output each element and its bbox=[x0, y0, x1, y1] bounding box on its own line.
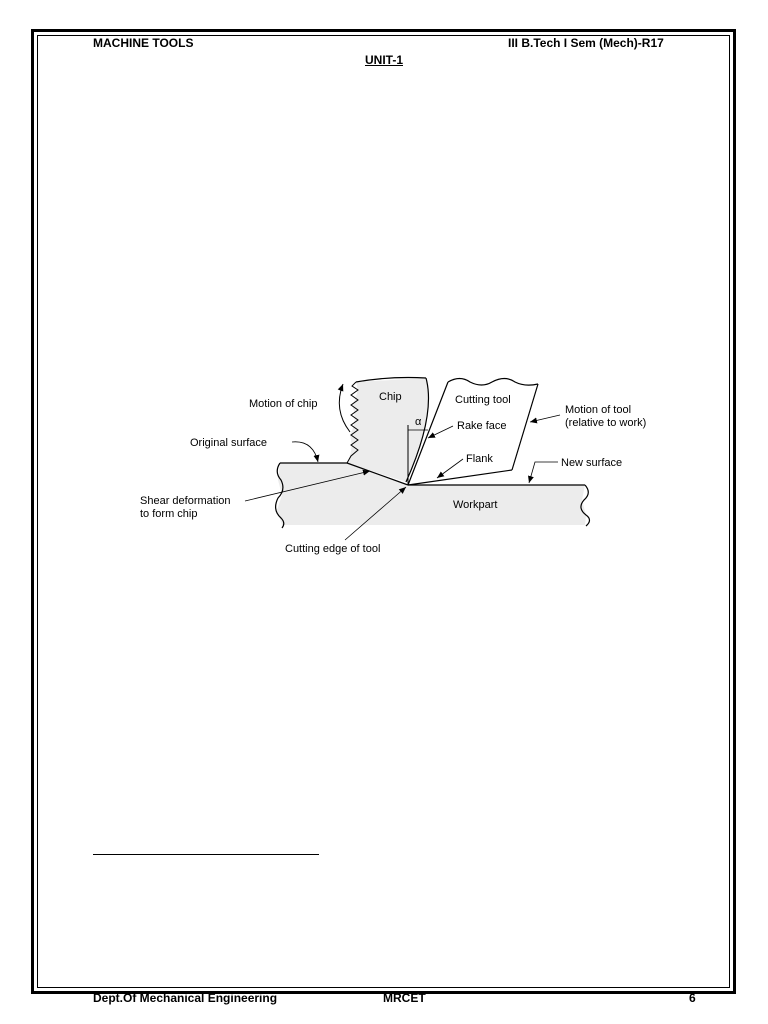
label-flank: Flank bbox=[466, 453, 493, 465]
label-motion-of-chip: Motion of chip bbox=[249, 398, 318, 410]
label-chip: Chip bbox=[379, 391, 402, 403]
label-workpart: Workpart bbox=[453, 499, 498, 511]
rake-angle-alpha: α bbox=[415, 416, 422, 428]
label-cutting-edge: Cutting edge of tool bbox=[285, 543, 381, 555]
orthogonal-cutting-diagram bbox=[130, 370, 647, 565]
leader-original-surface bbox=[292, 442, 318, 462]
tool-back-edge bbox=[512, 384, 538, 470]
tool-flank bbox=[408, 470, 512, 485]
unit-title: UNIT-1 bbox=[364, 53, 403, 67]
leader-motion-of-tool bbox=[530, 415, 560, 422]
leader-rake-face bbox=[428, 426, 453, 438]
footer-institution: MRCET bbox=[383, 991, 426, 1005]
leader-flank bbox=[437, 459, 463, 478]
footer-department: Dept.Of Mechanical Engineering bbox=[93, 991, 278, 1005]
label-motion-of-tool: Motion of tool bbox=[565, 404, 632, 416]
footer-page-number: 6 bbox=[689, 991, 696, 1005]
header-semester: III B.Tech I Sem (Mech)-R17 bbox=[508, 36, 664, 50]
label-cutting-tool: Cutting tool bbox=[455, 394, 511, 406]
label-rake-face: Rake face bbox=[457, 420, 507, 432]
label-motion-of-tool-relative: (relative to work) bbox=[565, 417, 647, 429]
label-new-surface: New surface bbox=[561, 457, 623, 469]
footnote-rule bbox=[93, 854, 319, 855]
leader-new-surface bbox=[529, 462, 558, 483]
tool-top-wavy-edge bbox=[448, 379, 538, 386]
label-shear-deformation-2: to form chip bbox=[140, 508, 198, 520]
motion-of-chip-arrow bbox=[339, 384, 350, 432]
label-original-surface: Original surface bbox=[190, 437, 268, 449]
header-course-title: MACHINE TOOLS bbox=[93, 36, 194, 50]
label-shear-deformation: Shear deformation bbox=[140, 495, 231, 507]
workpart-body bbox=[277, 463, 586, 525]
